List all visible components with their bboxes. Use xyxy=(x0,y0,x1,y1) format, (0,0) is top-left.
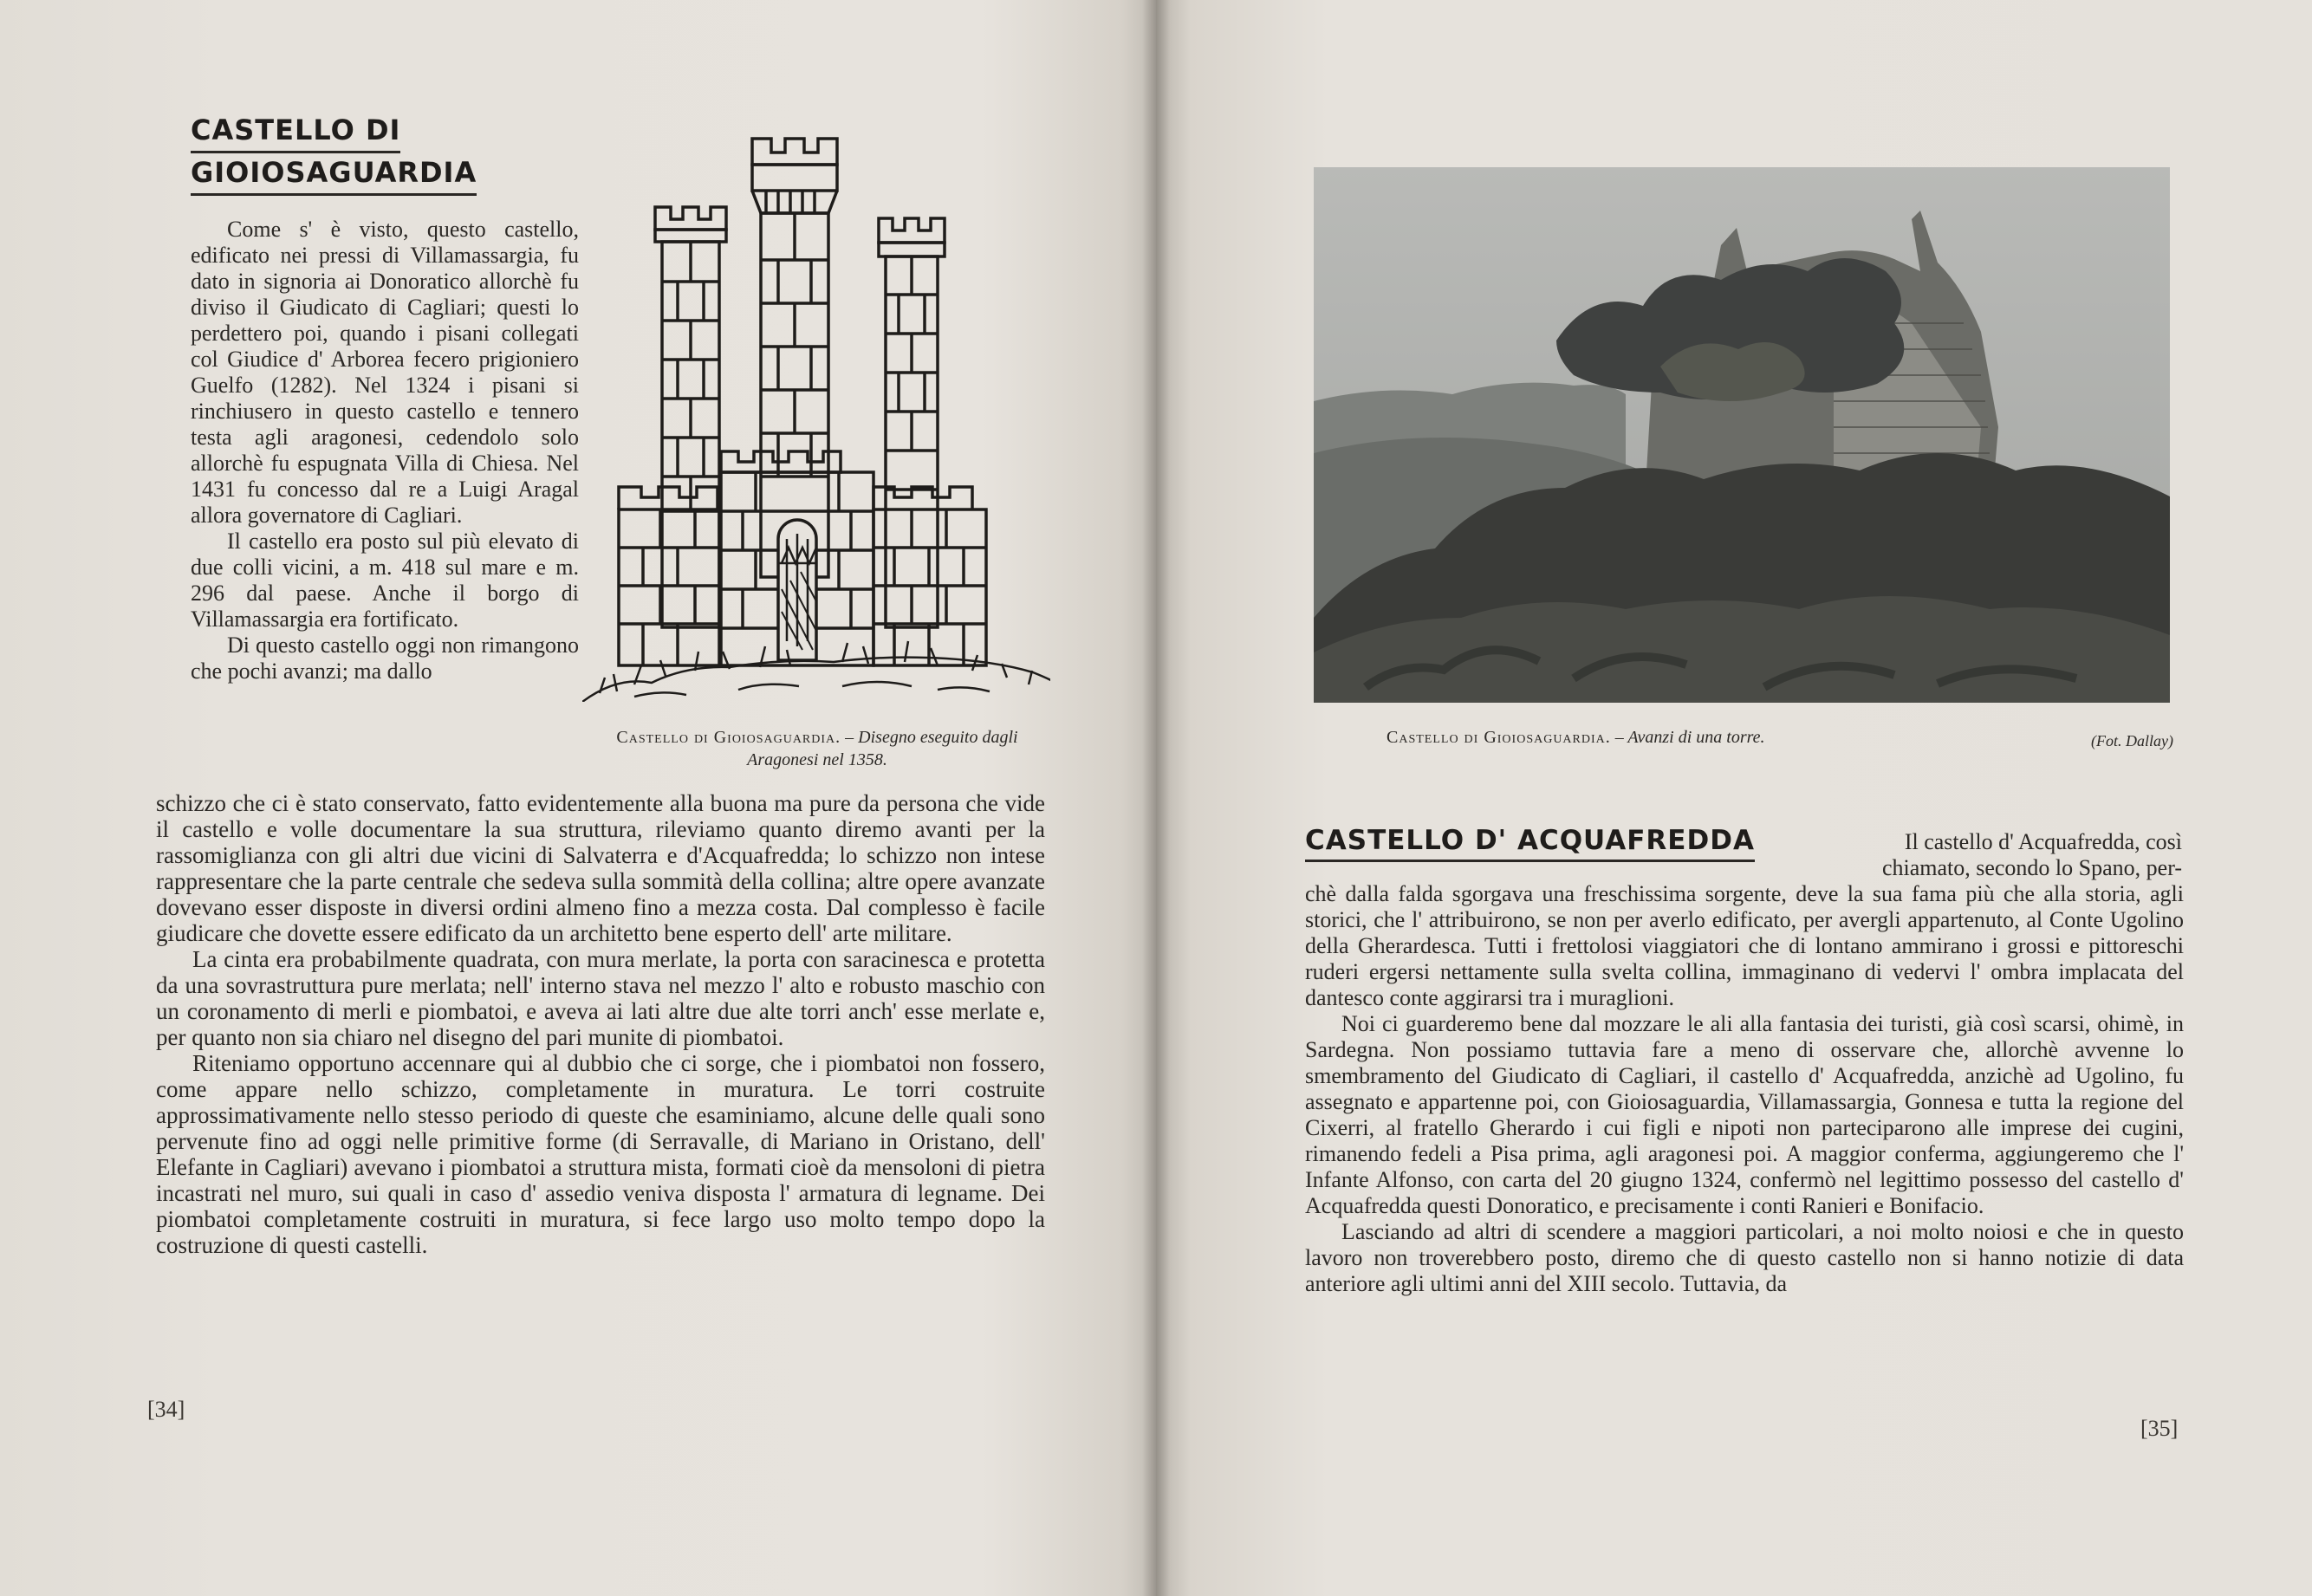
sketch-caption-title: Castello di Gioiosaguardia. xyxy=(616,728,841,747)
paragraph: La cinta era probabilmente quadrata, con mura merlate, la porta con saracinesca e protetta da una sovrastruttura pure merlata; nell' interno stava nel mezzo l' alto e robusto maschio con un coronamento di merli e piombatoi, e aveva ai lati altre due alte torri anch' esse merlate e, per quanto non sia chiaro nel disegno del pari munite di piombatoi. xyxy=(156,946,1045,1050)
section-heading-acquafredda xyxy=(1305,823,1755,862)
paragraph: schizzo che ci è stato conservato, fatto evidentemente alla buona ma pure da persona che vide il castello e volle documentare la sua struttura, rileviamo quanto diremo avanti per la rassomiglianza con gli altri due vicini di Salvaterra e d'Acquafredda; lo schizzo non intese rappresentare che la parte centrale che sedeva sulla sommità della collina; altre opere avanzate dovevano esser disposte in diversi ordini almeno fino a mezza costa. Dal complesso è facile giudicare che dovette essere edificato da un architetto bene esperto dell' arte militare. xyxy=(156,790,1045,946)
page-number-left: [34] xyxy=(147,1397,185,1422)
paragraph: Riteniamo opportuno accennare qui al dubbio che ci sorge, che i piombatoi non fossero, come appare nello schizzo, completamente in muratura. Le torri costruite approssimativamente nello stesso periodo di queste che esaminiamo, alcune delle quali sono pervenute fino ad oggi nelle primitive forme (di Serravalle, di Mariano in Oristano, dell' Elefante in Cagliari) avevano i piombatoi a struttura mista, formati cioè da mensoloni di pietra incastrati nel muro, sui quali in caso d' assedio veniva disposta l' armatura di legname. Dei piombatoi completamente costruiti in muratura, si fece largo uso molto tempo dopo la costruzione di questi castelli. xyxy=(156,1050,1045,1258)
intro-text xyxy=(1802,829,2182,881)
photo-caption-title: Castello di Gioiosaguardia. xyxy=(1387,728,1611,747)
page-title-gioiosaguardia xyxy=(191,111,477,196)
heading-line-2: GIOIOSAGUARDIA xyxy=(191,153,477,196)
photo-caption xyxy=(1387,726,1993,749)
section-heading-text: CASTELLO D' ACQUAFREDDA xyxy=(1305,823,1755,862)
paragraph: Noi ci guarderemo bene dal mozzare le ali alla fantasia dei turisti, già così scarsi, ohimè, in Sardegna. Non possiamo tuttavia fare a meno di osservare che, allorchè avvenne lo smembramento del Giudicato di Cagliari, il castello d' Acquafredda, anzichè ad Ugolino, fu assegnato e appartenne poi, con Gioiosaguardia, Villamassargia, Gonnesa e tutta la regione del Cixerri, al fratello Gherardo i cui figli e nipoti non parteciparono alle imprese dei cugini, rimanendo fedeli a Pisa prima, agli aragonesi poi. A maggior conferma, aggiungeremo che l' Infante Alfonso, con carta del 20 giugno 1324, confermò nel legittimo possesso del castello d' Acquafredda questi Donoratico, e precisamente i conti Ranieri e Bonifacio. xyxy=(1305,1011,2184,1218)
paragraph: Il castello era posto sul più elevato di due colli vicini, a m. 418 sul mare e m. 296 dal paese. Anche il borgo di Villamassargia era fortificato. xyxy=(191,529,579,632)
book-gutter xyxy=(1142,0,1170,1596)
paragraph: Lasciando ad altri di scendere a maggiori particolari, a noi molto noiosi e che in questo lavoro non troverebbero posto, diremo che di questo castello non si hanno notizie di data anteriore agli ultimi anni del XIII secolo. Tuttavia, da xyxy=(1305,1219,2184,1296)
full-text-column xyxy=(156,790,1045,1258)
photo-caption-description: – Avanzi di una torre. xyxy=(1614,728,1765,747)
castle-ruins-photo xyxy=(1314,167,2170,703)
photo-credit: (Fot. Dallay) xyxy=(2091,732,2173,749)
page-number-right: [35] xyxy=(2140,1416,2179,1441)
narrow-text-column xyxy=(191,217,579,684)
acquafredda-text-column xyxy=(1305,881,2184,1297)
intro-line: chiamato, secondo lo Spano, per- xyxy=(1881,855,2182,880)
heading-line-1: CASTELLO DI xyxy=(191,111,400,153)
intro-line: Il castello d' Acquafredda, così xyxy=(1904,829,2182,854)
sketch-caption-description: – Disegno eseguito dagli Aragonesi nel 1358. xyxy=(747,728,1018,769)
paragraph: Di questo castello oggi non rimangono che pochi avanzi; ma dallo xyxy=(191,633,579,684)
paragraph: Come s' è visto, questo castello, edificato nei pressi di Villamassargia, fu dato in signoria ai Donoratico allorchè fu diviso il Giudicato di Cagliari; questi lo perdettero poi, quando i pisani collegati col Giudice d' Arborea fecero prigioniero Guelfo (1282). Nel 1324 i pisani si rinchiusero in questo castello e tennero testa agli aragonesi, cedendolo solo allorchè fu espugnata Villa di Chiesa. Nel 1431 fu concesso dal re a Luigi Aragal allora governatore di Cagliari. xyxy=(191,217,579,528)
paragraph: chè dalla falda sgorgava una freschissima sorgente, deve la sua fama più che alla storia, agli storici, che l' attribuirono, se non per averlo edificato, per avergli appartenuto, al Conte Ugolino della Gherardesca. Tutti i frettolosi viaggiatori che di lontano ammirano i grossi e pittoreschi ruderi ergersi nettamente sulla svelta collina, immaginano di vedervi l' ombra implacata del dantesco conte aggirarsi tra i muraglioni. xyxy=(1305,881,2184,1010)
castle-sketch-illustration xyxy=(582,130,1050,702)
sketch-caption xyxy=(579,726,1055,771)
